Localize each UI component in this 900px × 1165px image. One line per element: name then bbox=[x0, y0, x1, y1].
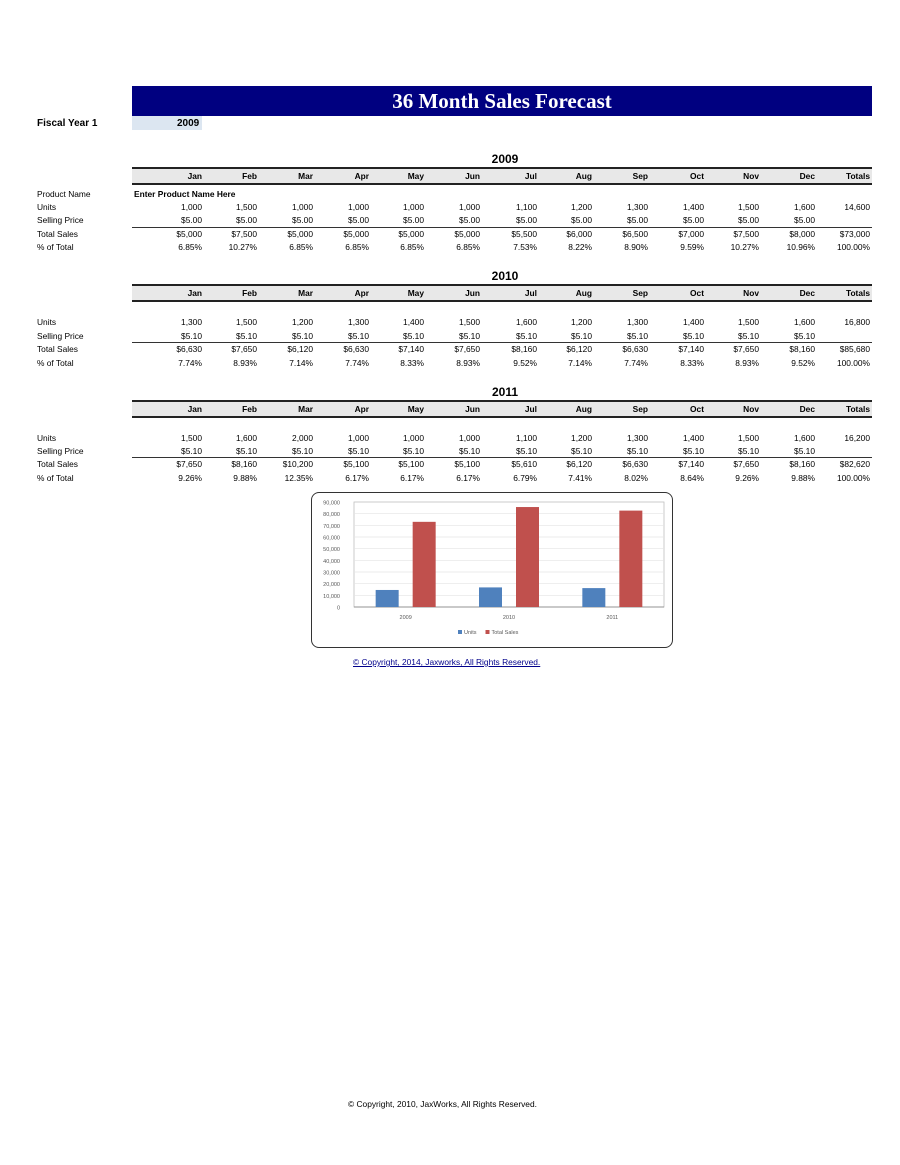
row-units bbox=[0, 432, 900, 445]
cell-units[interactable]: 1,600 bbox=[794, 433, 815, 443]
cell-total-sales: $8,160 bbox=[789, 344, 815, 354]
cell-selling-price[interactable]: $5.10 bbox=[459, 331, 480, 341]
cell-selling-price[interactable]: $5.10 bbox=[516, 446, 537, 456]
cell-units[interactable]: 1,500 bbox=[236, 317, 257, 327]
column-header: Jul bbox=[524, 288, 537, 298]
cell-units[interactable]: 1,400 bbox=[683, 317, 704, 327]
cell-units[interactable]: 1,500 bbox=[459, 317, 480, 327]
cell-total-sales: $6,120 bbox=[287, 344, 313, 354]
cell-pct-total: 8.93% bbox=[735, 358, 759, 368]
cell-pct-total: 100.00% bbox=[836, 242, 870, 252]
cell-selling-price[interactable]: $5.10 bbox=[738, 331, 759, 341]
cell-pct-total: 9.88% bbox=[791, 473, 815, 483]
row-label: % of Total bbox=[37, 242, 74, 252]
fiscal-year-label: Fiscal Year 1 bbox=[37, 118, 98, 129]
cell-total-sales: $7,500 bbox=[231, 229, 257, 239]
cell-pct-total: 8.93% bbox=[233, 358, 257, 368]
row-label: Units bbox=[37, 433, 57, 443]
cell-units[interactable]: 1,500 bbox=[181, 433, 202, 443]
cell-units[interactable]: 1,200 bbox=[571, 433, 592, 443]
month-header-row bbox=[132, 284, 872, 302]
cell-selling-price[interactable]: $5.00 bbox=[236, 215, 257, 225]
cell-units[interactable]: 1,500 bbox=[738, 202, 759, 212]
column-header: May bbox=[407, 288, 424, 298]
cell-units[interactable]: 1,300 bbox=[627, 202, 648, 212]
cell-total-sales: $85,680 bbox=[839, 344, 870, 354]
row-label: Selling Price bbox=[37, 331, 84, 341]
cell-pct-total: 7.74% bbox=[178, 358, 202, 368]
cell-total-sales: $5,100 bbox=[454, 459, 480, 469]
column-header: Dec bbox=[799, 404, 815, 414]
divider bbox=[132, 457, 872, 458]
cell-selling-price[interactable]: $5.00 bbox=[292, 215, 313, 225]
cell-selling-price[interactable]: $5.10 bbox=[236, 446, 257, 456]
x-tick-label: 2010 bbox=[502, 615, 516, 621]
cell-total-sales: $5,000 bbox=[398, 229, 424, 239]
cell-units[interactable]: 1,100 bbox=[516, 202, 537, 212]
divider bbox=[132, 342, 872, 343]
bar-total-sales-2010 bbox=[516, 507, 539, 607]
cell-pct-total: 8.33% bbox=[680, 358, 704, 368]
column-header: Dec bbox=[799, 171, 815, 181]
cell-total-sales: $8,160 bbox=[511, 344, 537, 354]
cell-units[interactable]: 1,600 bbox=[236, 433, 257, 443]
cell-selling-price[interactable]: $5.00 bbox=[181, 215, 202, 225]
y-tick-label: 70,000 bbox=[323, 523, 340, 530]
cell-selling-price[interactable]: $5.10 bbox=[403, 331, 424, 341]
column-header: Jan bbox=[187, 288, 202, 298]
row-units bbox=[0, 201, 900, 214]
cell-total-sales: $5,000 bbox=[287, 229, 313, 239]
cell-selling-price[interactable]: $5.10 bbox=[348, 446, 369, 456]
column-header: Oct bbox=[690, 288, 704, 298]
row-label: % of Total bbox=[37, 358, 74, 368]
cell-units[interactable]: 1,600 bbox=[794, 202, 815, 212]
cell-pct-total: 6.17% bbox=[400, 473, 424, 483]
x-tick-label: 2009 bbox=[399, 615, 412, 621]
fiscal-year-input[interactable] bbox=[132, 116, 202, 130]
cell-units[interactable]: 1,100 bbox=[516, 433, 537, 443]
cell-pct-total: 8.33% bbox=[400, 358, 424, 368]
cell-units[interactable]: 1,000 bbox=[348, 202, 369, 212]
cell-pct-total: 9.26% bbox=[735, 473, 759, 483]
cell-total-sales: $6,500 bbox=[622, 229, 648, 239]
cell-selling-price[interactable]: $5.00 bbox=[516, 215, 537, 225]
legend-label: Units bbox=[464, 630, 477, 636]
cell-units[interactable]: 1,000 bbox=[459, 202, 480, 212]
cell-units[interactable]: 1,200 bbox=[292, 317, 313, 327]
cell-units[interactable]: 1,300 bbox=[348, 317, 369, 327]
cell-selling-price[interactable]: $5.10 bbox=[571, 331, 592, 341]
cell-pct-total: 7.41% bbox=[568, 473, 592, 483]
column-header: Sep bbox=[632, 404, 648, 414]
row-pct-total bbox=[0, 241, 900, 254]
cell-pct-total: 8.93% bbox=[456, 358, 480, 368]
cell-selling-price[interactable]: $5.10 bbox=[403, 446, 424, 456]
cell-selling-price[interactable]: $5.00 bbox=[459, 215, 480, 225]
cell-pct-total: 9.59% bbox=[680, 242, 704, 252]
column-header: Aug bbox=[575, 171, 592, 181]
y-tick-label: 90,000 bbox=[323, 500, 340, 507]
y-tick-label: 50,000 bbox=[323, 547, 340, 554]
cell-pct-total: 10.27% bbox=[228, 242, 257, 252]
cell-units[interactable]: 1,000 bbox=[403, 433, 424, 443]
cell-selling-price[interactable]: $5.10 bbox=[627, 331, 648, 341]
column-header: Jan bbox=[187, 171, 202, 181]
cell-pct-total: 6.85% bbox=[178, 242, 202, 252]
cell-total-sales: $5,100 bbox=[398, 459, 424, 469]
cell-total-sales: $7,140 bbox=[678, 459, 704, 469]
cell-pct-total: 6.85% bbox=[456, 242, 480, 252]
month-header-row bbox=[132, 400, 872, 418]
cell-units[interactable]: 2,000 bbox=[292, 433, 313, 443]
cell-units[interactable]: 1,600 bbox=[794, 317, 815, 327]
cell-selling-price[interactable]: $5.10 bbox=[292, 446, 313, 456]
row-label: Total Sales bbox=[37, 459, 78, 469]
cell-total-sales: $8,000 bbox=[789, 229, 815, 239]
column-header: Aug bbox=[575, 288, 592, 298]
column-header: Mar bbox=[298, 288, 313, 298]
row-label: Product Name bbox=[37, 189, 91, 199]
footer-copyright: © Copyright, 2010, JaxWorks, All Rights Reserved. bbox=[348, 1099, 537, 1109]
cell-selling-price[interactable]: $5.10 bbox=[738, 446, 759, 456]
column-header: Jun bbox=[465, 404, 480, 414]
column-header: Nov bbox=[743, 404, 759, 414]
column-header: Apr bbox=[354, 404, 369, 414]
column-header: Oct bbox=[690, 404, 704, 414]
cell-units: 14,600 bbox=[844, 202, 870, 212]
bar-units-2009 bbox=[376, 590, 399, 607]
cell-units[interactable]: 1,000 bbox=[348, 433, 369, 443]
column-header: Feb bbox=[242, 171, 257, 181]
cell-pct-total: 8.64% bbox=[680, 473, 704, 483]
cell-total-sales: $6,630 bbox=[176, 344, 202, 354]
fiscal-year-value: 2009 bbox=[177, 118, 200, 129]
row-total-sales bbox=[0, 228, 900, 241]
cell-total-sales: $7,650 bbox=[454, 344, 480, 354]
cell-total-sales: $6,630 bbox=[622, 344, 648, 354]
bar-units-2010 bbox=[479, 587, 502, 607]
column-header: Nov bbox=[743, 171, 759, 181]
cell-total-sales: $6,630 bbox=[343, 344, 369, 354]
cell-pct-total: 6.85% bbox=[345, 242, 369, 252]
cell-pct-total: 9.26% bbox=[178, 473, 202, 483]
product-name-input[interactable]: Enter Product Name Here bbox=[134, 189, 236, 199]
cell-selling-price[interactable]: $5.00 bbox=[683, 215, 704, 225]
legend-swatch bbox=[486, 630, 490, 634]
cell-total-sales: $6,120 bbox=[566, 459, 592, 469]
cell-units[interactable]: 1,600 bbox=[516, 317, 537, 327]
cell-total-sales: $82,620 bbox=[839, 459, 870, 469]
cell-units[interactable]: 1,000 bbox=[459, 433, 480, 443]
copyright-link[interactable]: © Copyright, 2014, Jaxworks, All Rights Reserved. bbox=[353, 657, 541, 667]
cell-total-sales: $7,000 bbox=[678, 229, 704, 239]
column-header: Sep bbox=[632, 171, 648, 181]
cell-total-sales: $6,120 bbox=[566, 344, 592, 354]
cell-units: 16,200 bbox=[844, 433, 870, 443]
cell-selling-price[interactable]: $5.10 bbox=[794, 446, 815, 456]
legend-label: Total Sales bbox=[491, 630, 519, 636]
cell-units[interactable]: 1,200 bbox=[571, 317, 592, 327]
cell-total-sales: $5,100 bbox=[343, 459, 369, 469]
cell-total-sales: $7,650 bbox=[733, 344, 759, 354]
cell-pct-total: 10.27% bbox=[730, 242, 759, 252]
cell-pct-total: 7.74% bbox=[624, 358, 648, 368]
cell-units[interactable]: 1,500 bbox=[236, 202, 257, 212]
cell-selling-price[interactable]: $5.10 bbox=[348, 331, 369, 341]
column-header: Aug bbox=[575, 404, 592, 414]
cell-pct-total: 7.14% bbox=[568, 358, 592, 368]
month-header-row bbox=[132, 167, 872, 185]
cell-units[interactable]: 1,400 bbox=[403, 317, 424, 327]
bar-units-2011 bbox=[582, 588, 605, 607]
y-tick-label: 20,000 bbox=[323, 582, 340, 589]
row-label: Total Sales bbox=[37, 344, 78, 354]
cell-total-sales: $8,160 bbox=[231, 459, 257, 469]
y-tick-label: 10,000 bbox=[323, 593, 340, 600]
cell-total-sales: $5,500 bbox=[511, 229, 537, 239]
cell-total-sales: $7,650 bbox=[176, 459, 202, 469]
year-title: 2010 bbox=[491, 269, 519, 283]
cell-total-sales: $7,140 bbox=[678, 344, 704, 354]
cell-units[interactable]: 1,000 bbox=[181, 202, 202, 212]
cell-pct-total: 6.17% bbox=[345, 473, 369, 483]
cell-pct-total: 8.02% bbox=[624, 473, 648, 483]
cell-pct-total: 8.22% bbox=[568, 242, 592, 252]
cell-selling-price[interactable]: $5.10 bbox=[683, 446, 704, 456]
cell-total-sales: $6,000 bbox=[566, 229, 592, 239]
cell-total-sales: $5,000 bbox=[176, 229, 202, 239]
column-header: Nov bbox=[743, 288, 759, 298]
row-total-sales bbox=[0, 343, 900, 356]
cell-total-sales: $7,500 bbox=[733, 229, 759, 239]
column-header: Jul bbox=[524, 171, 537, 181]
cell-selling-price[interactable]: $5.10 bbox=[292, 331, 313, 341]
row-pct-total bbox=[0, 357, 900, 370]
bar-chart-svg bbox=[312, 493, 672, 647]
cell-pct-total: 8.90% bbox=[624, 242, 648, 252]
cell-selling-price[interactable]: $5.10 bbox=[571, 446, 592, 456]
column-header: Dec bbox=[799, 288, 815, 298]
cell-selling-price[interactable]: $5.10 bbox=[516, 331, 537, 341]
cell-units[interactable]: 1,300 bbox=[181, 317, 202, 327]
y-tick-label: 40,000 bbox=[323, 558, 340, 565]
cell-pct-total: 9.52% bbox=[513, 358, 537, 368]
cell-selling-price[interactable]: $5.10 bbox=[181, 331, 202, 341]
cell-units[interactable]: 1,300 bbox=[627, 433, 648, 443]
cell-total-sales: $5,000 bbox=[343, 229, 369, 239]
column-header: Oct bbox=[690, 171, 704, 181]
column-header: Jun bbox=[465, 171, 480, 181]
cell-units[interactable]: 1,500 bbox=[738, 317, 759, 327]
row-label: % of Total bbox=[37, 473, 74, 483]
row-selling-price bbox=[0, 214, 900, 227]
cell-selling-price[interactable]: $5.10 bbox=[459, 446, 480, 456]
column-header: Mar bbox=[298, 404, 313, 414]
page-title: 36 Month Sales Forecast bbox=[132, 86, 872, 116]
divider bbox=[132, 227, 872, 228]
cell-total-sales: $5,610 bbox=[511, 459, 537, 469]
cell-selling-price[interactable]: $5.10 bbox=[794, 331, 815, 341]
column-header: Apr bbox=[354, 171, 369, 181]
cell-pct-total: 7.74% bbox=[345, 358, 369, 368]
cell-total-sales: $7,650 bbox=[231, 344, 257, 354]
cell-selling-price[interactable]: $5.10 bbox=[683, 331, 704, 341]
cell-selling-price[interactable]: $5.10 bbox=[627, 446, 648, 456]
cell-units[interactable]: 1,000 bbox=[292, 202, 313, 212]
cell-selling-price[interactable]: $5.10 bbox=[181, 446, 202, 456]
y-tick-label: 0 bbox=[336, 605, 340, 612]
cell-selling-price[interactable]: $5.00 bbox=[794, 215, 815, 225]
legend-swatch bbox=[458, 630, 462, 634]
column-header: Sep bbox=[632, 288, 648, 298]
sales-chart bbox=[311, 492, 673, 648]
cell-pct-total: 9.52% bbox=[791, 358, 815, 368]
cell-units[interactable]: 1,400 bbox=[683, 433, 704, 443]
row-label: Units bbox=[37, 317, 57, 327]
cell-total-sales: $10,200 bbox=[282, 459, 313, 469]
cell-total-sales: $6,630 bbox=[622, 459, 648, 469]
cell-pct-total: 7.53% bbox=[513, 242, 537, 252]
cell-pct-total: 6.79% bbox=[513, 473, 537, 483]
y-tick-label: 30,000 bbox=[323, 570, 340, 577]
row-total-sales bbox=[0, 458, 900, 471]
cell-units[interactable]: 1,300 bbox=[627, 317, 648, 327]
cell-pct-total: 6.85% bbox=[289, 242, 313, 252]
row-label: Units bbox=[37, 202, 57, 212]
cell-selling-price[interactable]: $5.00 bbox=[571, 215, 592, 225]
cell-total-sales: $8,160 bbox=[789, 459, 815, 469]
year-title: 2011 bbox=[491, 385, 519, 399]
cell-total-sales: $5,000 bbox=[454, 229, 480, 239]
y-tick-label: 80,000 bbox=[323, 512, 340, 519]
row-label: Selling Price bbox=[37, 215, 84, 225]
cell-pct-total: 100.00% bbox=[836, 358, 870, 368]
cell-total-sales: $7,140 bbox=[398, 344, 424, 354]
y-tick-label: 60,000 bbox=[323, 535, 340, 542]
row-label: Selling Price bbox=[37, 446, 84, 456]
column-header: Jun bbox=[465, 288, 480, 298]
row-label: Total Sales bbox=[37, 229, 78, 239]
column-header: Feb bbox=[242, 288, 257, 298]
row-units bbox=[0, 316, 900, 329]
bar-total-sales-2011 bbox=[619, 511, 642, 607]
column-header: Totals bbox=[845, 171, 870, 181]
row-product-name bbox=[0, 188, 900, 201]
column-header: Jan bbox=[187, 404, 202, 414]
cell-units[interactable]: 1,500 bbox=[738, 433, 759, 443]
row-pct-total bbox=[0, 472, 900, 485]
cell-pct-total: 12.35% bbox=[284, 473, 313, 483]
cell-units[interactable]: 1,200 bbox=[571, 202, 592, 212]
cell-total-sales: $73,000 bbox=[839, 229, 870, 239]
cell-selling-price[interactable]: $5.00 bbox=[403, 215, 424, 225]
cell-pct-total: 9.88% bbox=[233, 473, 257, 483]
cell-selling-price[interactable]: $5.00 bbox=[627, 215, 648, 225]
cell-selling-price[interactable]: $5.00 bbox=[738, 215, 759, 225]
cell-pct-total: 10.96% bbox=[786, 242, 815, 252]
cell-total-sales: $7,650 bbox=[733, 459, 759, 469]
column-header: May bbox=[407, 404, 424, 414]
column-header: Totals bbox=[845, 404, 870, 414]
x-tick-label: 2011 bbox=[606, 615, 619, 621]
cell-pct-total: 100.00% bbox=[836, 473, 870, 483]
cell-units: 16,800 bbox=[844, 317, 870, 327]
cell-pct-total: 7.14% bbox=[289, 358, 313, 368]
cell-pct-total: 6.17% bbox=[456, 473, 480, 483]
column-header: Jul bbox=[524, 404, 537, 414]
cell-selling-price[interactable]: $5.10 bbox=[236, 331, 257, 341]
column-header: May bbox=[407, 171, 424, 181]
column-header: Mar bbox=[298, 171, 313, 181]
cell-pct-total: 6.85% bbox=[400, 242, 424, 252]
cell-units[interactable]: 1,400 bbox=[683, 202, 704, 212]
column-header: Apr bbox=[354, 288, 369, 298]
column-header: Totals bbox=[845, 288, 870, 298]
column-header: Feb bbox=[242, 404, 257, 414]
plot-area bbox=[354, 502, 664, 607]
bar-total-sales-2009 bbox=[413, 522, 436, 607]
cell-units[interactable]: 1,000 bbox=[403, 202, 424, 212]
year-title: 2009 bbox=[491, 152, 519, 166]
cell-selling-price[interactable]: $5.00 bbox=[348, 215, 369, 225]
